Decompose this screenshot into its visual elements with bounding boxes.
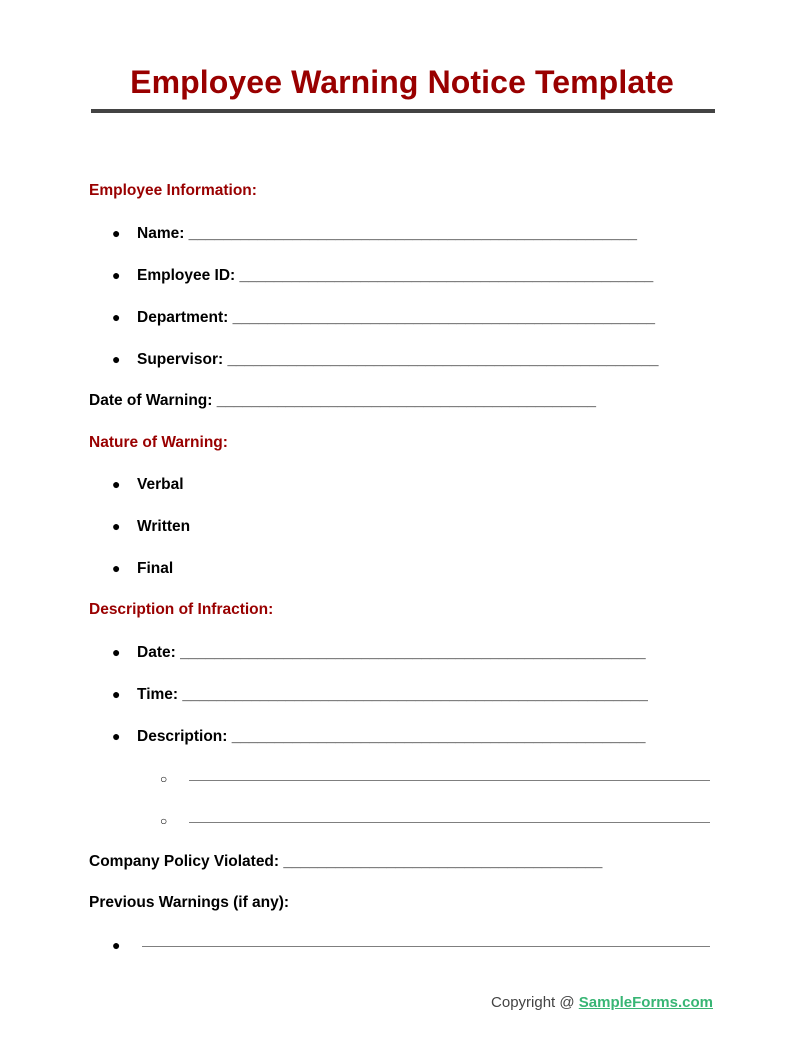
bullet-icon: ● xyxy=(112,728,121,744)
nature-heading: Nature of Warning: xyxy=(89,434,228,451)
bullet-icon: ● xyxy=(112,267,121,283)
option-written-label: Written xyxy=(137,518,191,535)
infraction-date-label: Date: ______________________________________________________ xyxy=(137,644,646,661)
infraction-heading: Description of Infraction: xyxy=(89,601,274,618)
bullet-icon: ● xyxy=(112,686,121,702)
circle-bullet-icon: ○ xyxy=(160,814,168,828)
previous-warnings-heading: Previous Warnings (if any): xyxy=(89,894,290,911)
employee-info-heading: Employee Information: xyxy=(89,182,257,199)
copyright-text: Copyright @ xyxy=(491,994,579,1011)
bullet-icon: ● xyxy=(112,518,121,534)
department-field-label: Department: _________________________________________________ xyxy=(137,309,655,326)
bullet-icon: ● xyxy=(112,937,121,953)
name-field[interactable] xyxy=(112,223,637,244)
employee-id-field-label: Employee ID: ________________________________________________ xyxy=(137,267,654,284)
brand-link[interactable]: SampleForms.com xyxy=(578,994,713,1011)
circle-bullet-icon: ○ xyxy=(160,772,168,786)
department-field[interactable] xyxy=(112,307,655,328)
bullet-icon: ● xyxy=(112,476,121,492)
bullet-icon: ● xyxy=(112,309,121,325)
description-line-1[interactable] xyxy=(160,769,710,789)
employee-id-field[interactable] xyxy=(112,265,653,286)
infraction-description-field[interactable] xyxy=(112,726,646,747)
supervisor-field[interactable] xyxy=(112,349,658,370)
previous-warnings-line[interactable] xyxy=(112,935,710,955)
option-final[interactable] xyxy=(112,558,173,579)
bullet-icon: ● xyxy=(112,560,121,576)
infraction-description-label: Description: ________________________________________________ xyxy=(137,728,646,745)
title-divider xyxy=(91,109,715,113)
option-final-label: Final xyxy=(137,560,174,577)
option-written[interactable] xyxy=(112,516,190,537)
option-verbal-label: Verbal xyxy=(137,476,184,493)
footer xyxy=(491,993,713,1013)
description-line-2[interactable] xyxy=(160,811,710,831)
policy-violated-field[interactable]: Company Policy Violated: _____________________________________ xyxy=(89,853,603,870)
blank-line xyxy=(189,822,710,823)
page-title: Employee Warning Notice Template xyxy=(130,64,674,100)
supervisor-field-label: Supervisor: __________________________________________________ xyxy=(137,351,659,368)
infraction-date-field[interactable] xyxy=(112,642,646,663)
bullet-icon: ● xyxy=(112,351,121,367)
blank-line xyxy=(189,780,710,781)
infraction-time-field[interactable] xyxy=(112,684,648,705)
bullet-icon: ● xyxy=(112,644,121,660)
option-verbal[interactable] xyxy=(112,474,184,495)
infraction-time-label: Time: ______________________________________________________ xyxy=(137,686,648,703)
blank-line xyxy=(142,946,710,947)
name-field-label: Name: ____________________________________________________ xyxy=(137,225,637,242)
bullet-icon: ● xyxy=(112,225,121,241)
date-of-warning-field[interactable]: Date of Warning: ____________________________________________ xyxy=(89,392,597,409)
